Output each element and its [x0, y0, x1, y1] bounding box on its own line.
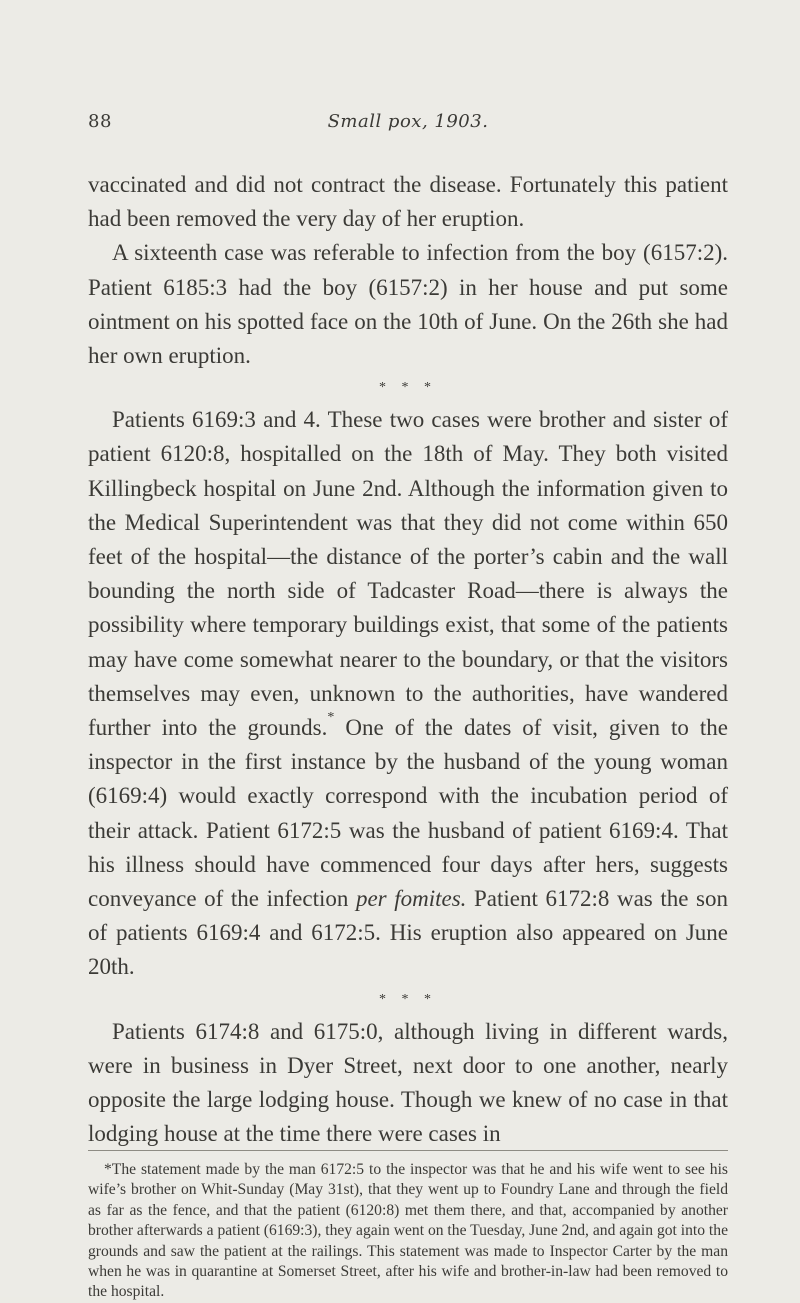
body-text — [88, 168, 728, 1151]
paragraph-patients-6169 — [88, 403, 728, 984]
running-head: Small pox, 1903. — [327, 111, 489, 132]
section-separator-stars: * * * — [379, 991, 437, 1007]
footnote-rule — [88, 1150, 728, 1151]
paragraph-text-part: One of the dates of visit, given to the inspector in the first instance by the husband of the young woman (6169:4) would exactly correspond with the incubation period of their attack. Patient 6172:5 was the husband of patient 6169:4. That his illness should have commenced four days after hers, suggests conveyance of the infection — [88, 715, 728, 912]
footnote: *The statement made by the man 6172:5 to the inspector was that he and his wife went to see his wife’s brother on Whit-Sunday (May 31st), that they went up to Foundry Lane and through the field as far as the fence, and that the patient (6120:8) met them there, and that, accompanied by another brother afterwards a patient (6169:3), they again went on the Tuesday, June 2nd, and again got into the grounds and saw the patient at the railings. This statement was made to Inspector Carter by the man when he was in quarantine at Somerset Street, after his wife and brother-in-law had been removed to the hospital. — [88, 1161, 728, 1301]
section-separator-stars: * * * — [379, 380, 437, 396]
italic-phrase: per fomites. — [355, 886, 467, 912]
page-header — [88, 111, 728, 141]
paragraph-continued: vaccinated and did not contract the disease. Fortunately this patient had been removed the very day of her eruption. — [88, 172, 728, 232]
paragraph-patients-6174: Patients 6174:8 and 6175:0, although living in different wards, were in business in Dyer Street, next door to one another, nearly opposite the large lodging house. Though we knew of no case in that lodging house at the time there were cases in — [88, 1018, 728, 1147]
page-number: 88 — [88, 111, 112, 132]
paragraph-sixteenth-case: A sixteenth case was referable to infection from the boy (6157:2). Patient 6185:3 had the boy (6157:2) in her house and put some ointment on his spotted face on the 10th of June. On the 26th she had her own eruption. — [88, 240, 728, 369]
footnote-marker: * — [327, 710, 335, 726]
paragraph-text-part: Patients 6169:3 and 4. These two cases were brother and sister of patient 6120:8, hospitalled on the 18th of May. They both visited Killingbeck hospital on June 2nd. Although the information given to the Medical Superintendent was that they did not come within 650 feet of the hospital—the distance of the porter’s cabin and the wall bounding the north side of Tadcaster Road—there is always the possibility where temporary buildings exist, that some of the patients may have come somewhat nearer to the boundary, or that the visitors themselves may even, unknown to the authorities, have wandered further into the grounds. — [88, 407, 728, 741]
paragraph-text-part: Patient 6172:8 was the son of patients 6169:4 and 6172:5. His eruption also appeared on June 20th. — [88, 886, 728, 980]
